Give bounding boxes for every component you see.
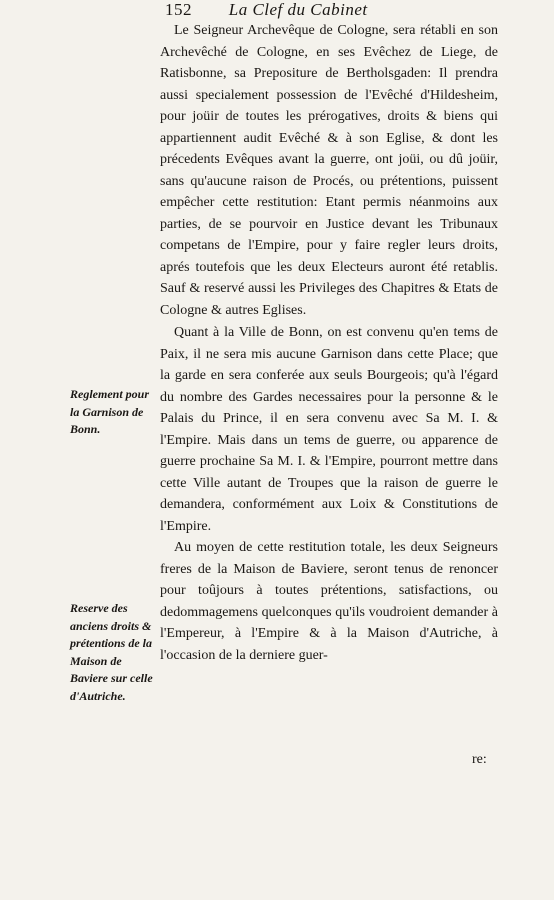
margin-note-garrison: Reglement pour la Garnison de Bonn.: [70, 387, 150, 436]
margin-note-reserve: Reserve des anciens droits & prétentions de la Maison de Baviere sur celle d'Autriche.: [70, 601, 153, 703]
running-title: La Clef du Cabinet: [228, 0, 368, 19]
running-header: [165, 0, 368, 20]
catchword: re:: [472, 752, 487, 767]
paragraph-restoration: Le Seigneur Archevêque de Cologne, sera rétabli en son Archevêché de Cologne, en ses Evêchez de Liege, de Ratisbonne, sa Prepositure de Bertholsgaden: Il prendra aussi specialement possession de l'Evêché d'Hildesheim, pour joüir de toutes les prérogatives, droits & biens qui appartiennent audit Evêché & à son Eglise, & dont les précedents Evêques avant la guerre, ont joüi, ou dû joüir, sans qu'aucune raison de Procés, ou prétentions, puissent empêcher cette restitution: Etant permis néanmoins aux parties, de se pourvoir en Justice devant les Tribunaux competans de l'Empire, pour y faire regler leurs droits, aprés toutefois que les deux Electeurs auront été retablis. Sauf & reservé aussi les Privileges des Chapitres & Etats de Cologne & autres Eglises.: [160, 23, 498, 318]
page-number: 152: [165, 0, 192, 19]
body-text: [160, 20, 498, 666]
paragraph-renunciation: Au moyen de cette restitution totale, les deux Seigneurs freres de la Maison de Baviere, seront tenus de renoncer pour toûjours à toutes prétentions, satisfactions, ou dedommagemens quelconques qu'ils voudroient demander à l'Empereur, à l'Empire & à la Maison d'Autriche, à l'occasion de la derniere guer-: [160, 540, 498, 663]
paragraph-bonn: Quant à la Ville de Bonn, on est convenu qu'en tems de Paix, il ne sera mis aucune Garnison dans cette Place; que la garde en sera conferée aux seuls Bourgeois; qu'à l'égard du nombre des Gardes necessaires pour la personne & le Palais du Prince, il en sera convenu avec Sa M. I. & l'Empire. Mais dans un tems de guerre, ou apparence de guerre prochaine Sa M. I. & l'Empire, pourront mettre dans cette Ville autant de Troupes que la raison de guerre le demandera, conformément aux Loix & Constitutions de l'Empire.: [160, 325, 498, 534]
